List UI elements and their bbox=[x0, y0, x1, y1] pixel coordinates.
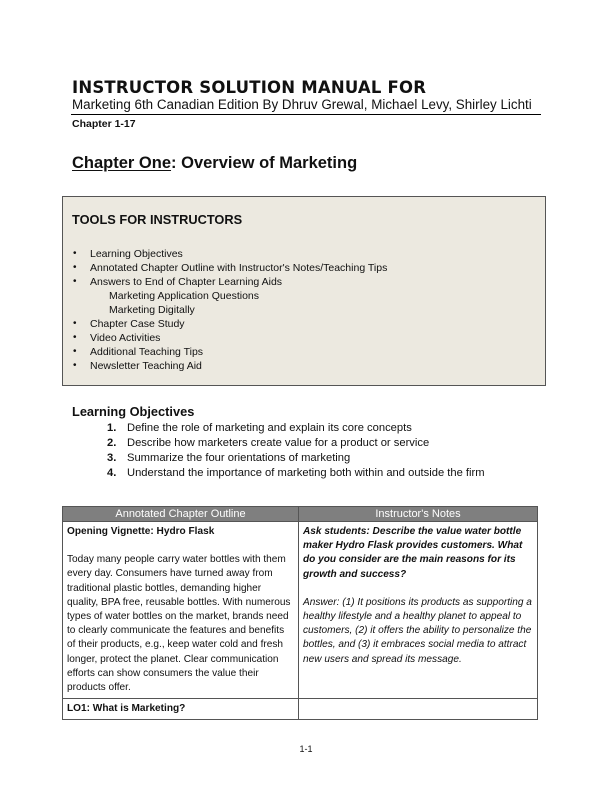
objective-number: 3. bbox=[107, 452, 117, 464]
bullet-icon: • bbox=[73, 360, 77, 371]
table-row bbox=[63, 522, 538, 699]
tools-item-label: Answers to End of Chapter Learning Aids bbox=[90, 276, 283, 288]
objective-text: Summarize the four orientations of marketing bbox=[127, 452, 351, 464]
chapter-heading bbox=[72, 154, 357, 173]
title-rule bbox=[71, 114, 541, 115]
tools-item bbox=[63, 247, 387, 261]
notes-column-header: Instructor's Notes bbox=[299, 507, 538, 522]
vignette-title: Opening Vignette: Hydro Flask bbox=[67, 526, 215, 537]
outline-column-header: Annotated Chapter Outline bbox=[63, 507, 299, 522]
tools-item-label: Video Activities bbox=[90, 332, 161, 344]
tools-item-label: Marketing Application Questions bbox=[109, 290, 259, 302]
objective-number: 2. bbox=[107, 437, 117, 449]
chapter-range: Chapter 1-17 bbox=[72, 118, 136, 130]
chapter-label: Chapter One bbox=[72, 154, 172, 172]
notes-question: Ask students: Describe the value water bottle maker Hydro Flask provides customers. What do you consider are the main reasons for its growth and success? bbox=[303, 526, 523, 580]
document-subtitle: Marketing 6th Canadian Edition By Dhruv Grewal, Michael Levy, Shirley Lichti bbox=[72, 97, 532, 112]
objective-number: 1. bbox=[107, 422, 117, 434]
lo1-label: LO1: What is Marketing? bbox=[63, 699, 299, 720]
learning-objectives-heading: Learning Objectives bbox=[72, 404, 195, 419]
bullet-icon: • bbox=[73, 276, 77, 287]
tools-item bbox=[63, 359, 387, 373]
notes-cell bbox=[299, 522, 538, 699]
tools-item bbox=[63, 345, 387, 359]
tools-item-label: Newsletter Teaching Aid bbox=[90, 360, 202, 372]
table-row bbox=[63, 699, 538, 720]
tools-box bbox=[62, 196, 546, 386]
objective-text: Define the role of marketing and explain its core concepts bbox=[127, 422, 412, 434]
learning-objective bbox=[107, 436, 485, 451]
document-title: INSTRUCTOR SOLUTION MANUAL FOR bbox=[72, 78, 427, 97]
tools-item bbox=[63, 317, 387, 331]
tools-item-label: Learning Objectives bbox=[90, 248, 183, 260]
tools-item-label: Marketing Digitally bbox=[109, 304, 195, 316]
learning-objective bbox=[107, 451, 485, 466]
chapter-name: Overview of Marketing bbox=[176, 154, 358, 172]
tools-item bbox=[63, 275, 387, 289]
objective-number: 4. bbox=[107, 467, 117, 479]
objective-text: Describe how marketers create value for a product or service bbox=[127, 437, 430, 449]
vignette-body: Today many people carry water bottles with them every day. Consumers have turned away from traditional plastic bottles, demanding higher quality, BPA free, reusable bottles. With numerous types of water bottles on the market, brands need to clearly communicate the features and benefits of their products, e.g., keep water cold and fresh longer, protect the planet. Clear communication efforts can show consumers the value their products offer. bbox=[67, 554, 291, 694]
learning-objective bbox=[107, 466, 485, 481]
notes-cell-empty bbox=[299, 699, 538, 720]
tools-heading: TOOLS FOR INSTRUCTORS bbox=[72, 212, 243, 227]
tools-subitem bbox=[63, 303, 387, 317]
bullet-icon: • bbox=[73, 318, 77, 329]
bullet-icon: • bbox=[73, 262, 77, 273]
chapter-outline-table bbox=[62, 506, 538, 720]
tools-list bbox=[63, 247, 387, 373]
outline-cell bbox=[63, 522, 299, 699]
objective-text: Understand the importance of marketing both within and outside the firm bbox=[127, 467, 485, 479]
tools-item bbox=[63, 331, 387, 345]
bullet-icon: • bbox=[73, 248, 77, 259]
tools-item-label: Chapter Case Study bbox=[90, 318, 185, 330]
tools-item-label: Annotated Chapter Outline with Instructor's Notes/Teaching Tips bbox=[90, 262, 388, 274]
tools-item-label: Additional Teaching Tips bbox=[90, 346, 204, 358]
chapter-separator: : bbox=[171, 154, 177, 172]
learning-objectives-list bbox=[107, 421, 485, 481]
tools-subitem bbox=[63, 289, 387, 303]
bullet-icon: • bbox=[73, 332, 77, 343]
notes-answer: Answer: (1) It positions its products as supporting a healthy lifestyle and a healthy planet to appeal to customers, (2) it offers the ability to personalize the bottles, and (3) it embraces social media to attract new users and spread its message. bbox=[303, 596, 532, 665]
bullet-icon: • bbox=[73, 346, 77, 357]
tools-item bbox=[63, 261, 387, 275]
learning-objective bbox=[107, 421, 485, 436]
page-number: 1-1 bbox=[299, 744, 313, 754]
table-header-row bbox=[63, 507, 538, 522]
